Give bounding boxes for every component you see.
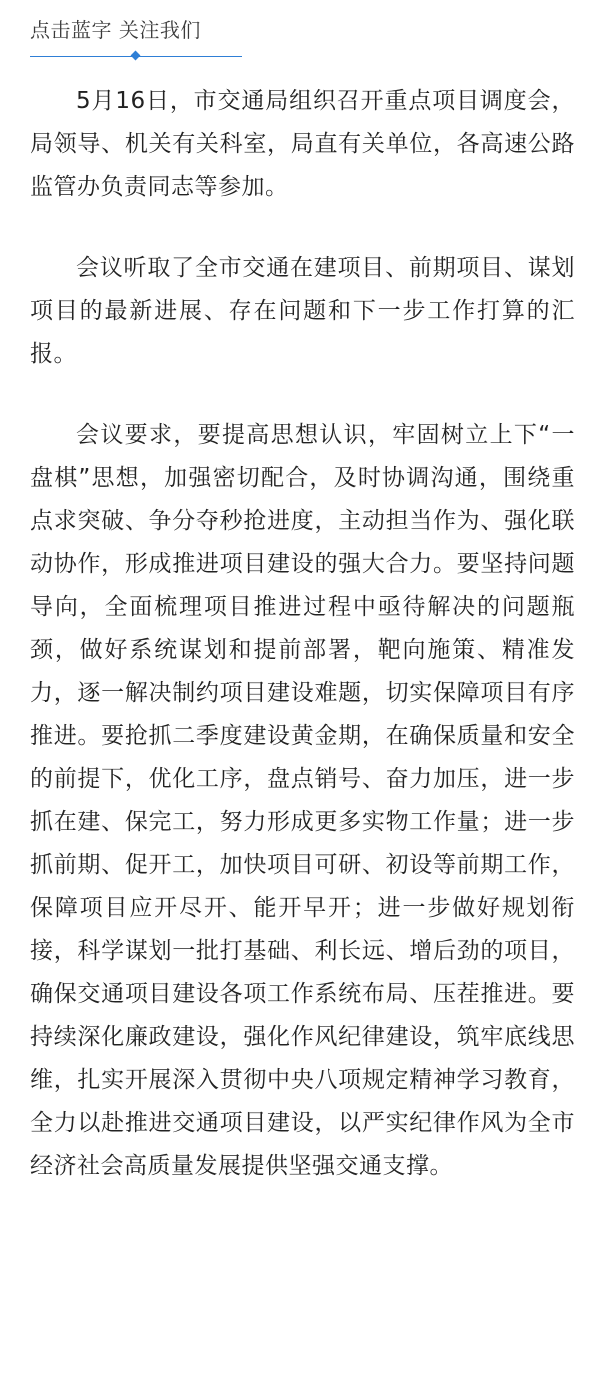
- article-paragraph-3: 会议要求，要提高思想认识，牢固树立上下“一盘棋”思想，加强密切配合，及时协调沟通，围绕重点求突破、争分夺秒抢进度，主动担当作为、强化联动协作，形成推进项目建设的强大合力。要坚持问题导向，全面梳理项目推进过程中亟待解决的问题瓶颈，做好系统谋划和提前部署，靶向施策、精准发力，逐一解决制约项目建设难题，切实保障项目有序推进。要抢抓二季度建设黄金期，在确保质量和安全的前提下，优化工序，盘点销号、奋力加压，进一步抓在建、保完工，努力形成更多实物工作量；进一步抓前期、促开工，加快项目可研、初设等前期工作，保障项目应开尽开、能开早开；进一步做好规划衔接，科学谋划一批打基础、利长远、增后劲的项目，确保交通项目建设各项工作系统布局、压茬推进。要持续深化廉政建设，强化作风纪律建设，筑牢底线思维，扎实开展深入贯彻中央八项规定精神学习教育，全力以赴推进交通项目建设，以严实纪律作风为全市经济社会高质量发展提供坚强交通支撑。: [30, 422, 575, 1179]
- follow-us-link[interactable]: 点击蓝字 关注我们: [30, 18, 201, 42]
- diamond-icon: [131, 51, 141, 61]
- article-body: [30, 80, 575, 1226]
- article-paragraph-1: 5月16日，市交通局组织召开重点项目调度会，局领导、机关有关科室，局直有关单位，各高速公路监管办负责同志等参加。: [30, 88, 575, 200]
- follow-header: [30, 0, 250, 70]
- article-paragraph-2: 会议听取了全市交通在建项目、前期项目、谋划项目的最新进展、存在问题和下一步工作打算的汇报。: [30, 255, 575, 367]
